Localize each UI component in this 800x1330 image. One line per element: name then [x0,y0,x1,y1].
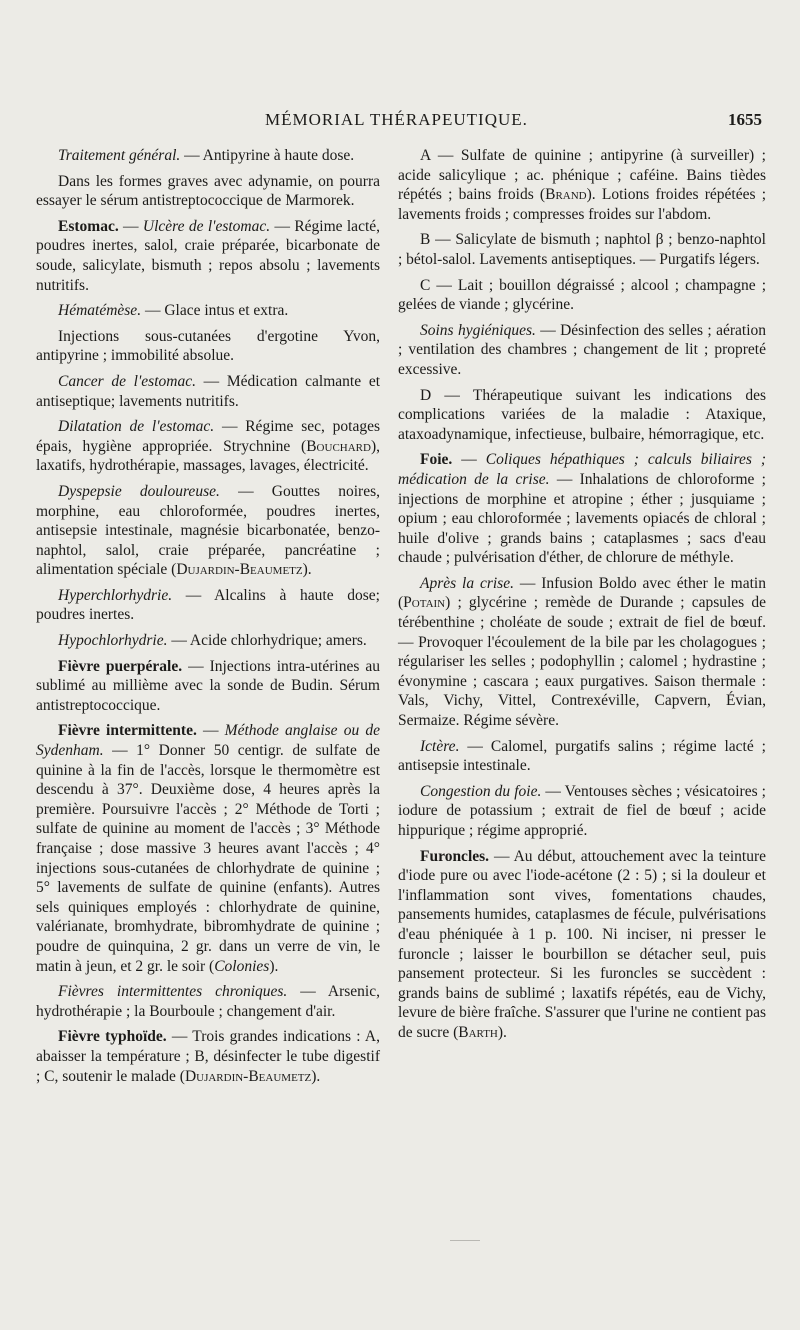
entry-heading: Soins hygiéniques. [420,321,536,339]
paragraph-soins-hygieniques [398,321,766,380]
entry-text: Dans les formes graves avec adynamie, on pourra essayer le sérum antistreptococcique de Marmorek. [36,172,380,210]
author-name: Dujardin-Beaumetz [184,1067,312,1085]
running-title: MÉMORIAL THÉRAPEUTIQUE. [265,110,528,129]
entry-text: Injections sous-cutanées d'ergotine Yvon, antipyrine ; immobilité absolue. [36,327,380,365]
separator: — [196,722,225,740]
paragraph-dilatation [36,417,380,476]
paragraph-fievre-intermittente [36,721,380,976]
paragraph-dyspepsie [36,482,380,580]
author-name: Brand [545,186,587,204]
entry-text: ), laxatifs, hydrothérapie, massages, lavages, électricité. [36,437,380,475]
entry-heading: Méthode anglaise ou de Sydenham. [36,722,380,760]
entry-heading: Congestion du foie. [420,782,542,800]
entry-text: ). [269,957,279,975]
paragraph-fievre-typhoide [36,1027,380,1086]
paragraph-furoncles [398,847,766,1043]
entry-heading: Ictère. [420,737,460,755]
entry-text: ) ; glycérine ; remède de Durande ; capsules de térébenthine ; choléate de soude ; extrait de fiel de bœuf. — Provoquer l'écoulement de la bile par les cholagogues ; régulariser les selles ; podophyllin ; calomel ; hydrastine ; évonymine ; cascara ; eaux purgatives. Saison thermale : Vals, Vichy, Vittel, Contrexéville, Capvern, Évian, Sermaize. Régime sévère. [398,594,766,730]
running-head [0,110,800,136]
entry-heading: Fièvres intermittentes chroniques. [58,983,288,1001]
entry-heading: Cancer de l'estomac. [58,372,196,390]
entry-heading: Ulcère de l'estomac. [142,217,271,235]
separator: — [452,451,486,469]
entry-text: — Médication calmante et antiseptique; lavements nutritifs. [36,372,381,410]
paragraph-fievres-chroniques [36,982,380,1021]
entry-text: — Calomel, purgatifs salins ; régime lacté ; antisepsie intestinale. [398,737,766,775]
entry-heading: Dilatation de l'estomac. [58,418,215,436]
paragraph-injections [36,327,380,366]
entry-text: — Régime sec, potages épais, hygiène appropriée. Strychnine ( [36,418,380,455]
paragraph-apres-crise [398,574,766,731]
entry-text: ). [311,1067,321,1085]
paragraph-hematemese [36,301,380,321]
entry-text: ). [302,561,312,579]
paragraph-typhoide-b [398,230,766,269]
paragraph-congestion-foie [398,782,766,841]
separator: — [118,217,143,235]
entry-text: — Gouttes noires, morphine, eau chloroformée, poudres inertes, antisepsie intestinale, magnésie bicarbonatée, benzo-naphtol, salol, craie préparée, pancréatine ; alimentation spéciale ( [36,482,380,579]
entry-text: — Injections intra-utérines au sublimé au millième avec la sonde de Budin. Sérum antistreptococcique. [36,657,381,714]
entry-text: B — Salicylate de bismuth ; naphtol β ; benzo-naphtol ; bétol-salol. Lavements antiseptiques. — Purgatifs légers. [398,231,766,268]
entry-text: — Infusion Boldo avec éther le matin ( [398,574,766,612]
paragraph-foie [398,450,766,568]
entry-text: — Acide chlorhydrique; amers. [167,632,367,650]
paragraph-hyperchlorhydrie [36,586,380,625]
paragraph-fievre-puerperale [36,657,380,716]
entry-text: — Inhalations de chloroforme ; injections de morphine et atropine ; éther ; jusquiame ; opium ; eau chloroformée ; lavements opiacés de chloral ; huile d'olive ; grands bains ; cataplasmes ; sacs d'eau chaude ; pulvérisation d'éther, de chlorure de méthyle. [398,470,766,567]
section-heading: Fièvre intermittente. [58,722,197,740]
entry-heading: Hyperchlorhydrie. [58,586,173,604]
paragraph-typhoide-a [398,146,766,224]
entry-text: — Arsenic, hydrothérapie ; la Bourboule ; changement d'air. [36,983,380,1020]
entry-text: — Glace intus et extra. [141,302,289,320]
section-heading: Foie. [420,451,453,469]
entry-heading: Hypochlorhydrie. [58,632,168,650]
paragraph-estomac [36,217,380,295]
left-column [36,146,380,1092]
paragraph-typhoide-c [398,276,766,315]
paragraph-hypochlorhydrie [36,631,380,651]
author-name: Barth [458,1023,498,1041]
paragraph-formes-graves [36,172,380,211]
entry-text: — Alcalins à haute dose; poudres inertes. [36,586,380,624]
entry-text: — Trois grandes indications : A, abaisser la température ; B, désinfecter le tube digestif ; C, soutenir le malade ( [36,1028,380,1085]
entry-heading: Dyspepsie douloureuse. [58,482,220,500]
entry-text: — 1° Donner 50 centigr. de sulfate de quinine à la fin de l'accès, lorsque le thermomètre est descendu à 37°. Deuxième dose, 4 heures après la première. Poursuivre l'accès ; 2° Méthode de Torti ; sulfate de quinine au moment de l'accès ; 3° Méthode française ; dose massive 3 heures avant l'accès ; 4° injections sous-cutanées de chlorhydrate de quinine ; 5° lavements de sulfate de quinine (enfants). Autres sels quiniques employés : chlorhydrate de quinine, valérianate, bromhydrate, bibromhydrate de quinine ; poudre de quinquina, 2 gr. dans un verre de vin, le matin à jeun, et 2 gr. le soir ( [36,742,380,975]
entry-heading: Après la crise. [420,574,514,592]
entry-text: — Régime lacté, poudres inertes, salol, craie préparée, bicarbonate de soude, salicylate, bismuth ; repos absolu ; lavements nutritifs. [36,217,381,294]
section-heading: Furoncles. [420,847,490,865]
author-name: Dujardin-Beaumetz [176,561,303,579]
entry-text: ). [497,1023,507,1041]
entry-text: A — Sulfate de quinine ; antipyrine (à surveiller) ; acide salicylique ; ac. phénique ; caféine. Bains tièdes répétés ; bains froids ( [398,147,766,204]
entry-heading: Hématémèse. [58,302,142,320]
entry-text: D — Thérapeutique suivant les indications des complications variées de la maladie : Ataxique, ataxoadynamique, infectieuse, bulbaire, hémorragique, etc. [398,386,766,443]
entry-text: — Antipyrine à haute dose. [180,147,355,164]
entry-heading: Coliques hépathiques ; calculs biliaires ; médication de la crise. [398,451,766,488]
page-number: 1655 [728,110,762,129]
entry-text: — Au début, attouchement avec la teinture d'iode pure ou avec l'iode-acétone (2 : 5) ; si la douleur et l'inflammation sont vives, fomentations chaudes, pansements humides, cataplasmes de fécule, pulvérisations d'eau phéniquée à 1 p. 100. Ni inciser, ni presser le furoncle ; laisser le bourbillon se détacher seul, puis pansement protecteur. Si les furoncles se succèdent : grands bains de sublimé ; laxatifs répétés, eau de Vichy, levure de bière fraîche. S'assurer que l'urine ne contient pas de sucre ( [398,847,766,1041]
section-heading: Fièvre typhoïde. [58,1028,167,1046]
entry-text: ). Lotions froides répétées ; lavements froids ; compresses froides sur l'abdom. [398,186,766,223]
paragraph-traitement-general [36,146,380,166]
entry-text: C — Lait ; bouillon dégraissé ; alcool ; champagne ; gelées de viande ; glycérine. [398,276,766,314]
entry-text: — Ventouses sèches ; vésicatoires ; iodure de potassium ; extrait de fiel de bœuf ; acide hippurique ; régime approprié. [398,782,766,839]
author-name: Bouchard [306,437,371,455]
author-name: Potain [403,594,446,612]
entry-emphasis: Colonies [214,957,270,975]
entry-heading: Traitement général. [58,147,181,164]
stray-ink-mark [450,1240,480,1241]
section-heading: Fièvre puerpérale. [58,657,183,675]
paragraph-typhoide-d [398,386,766,445]
paragraph-cancer-estomac [36,372,380,411]
paragraph-ictere [398,737,766,776]
section-heading: Estomac. [58,217,119,235]
entry-text: — Désinfection des selles ; aération ; ventilation des chambres ; changement de lit ; propreté excessive. [398,321,767,378]
right-column [398,146,766,1049]
